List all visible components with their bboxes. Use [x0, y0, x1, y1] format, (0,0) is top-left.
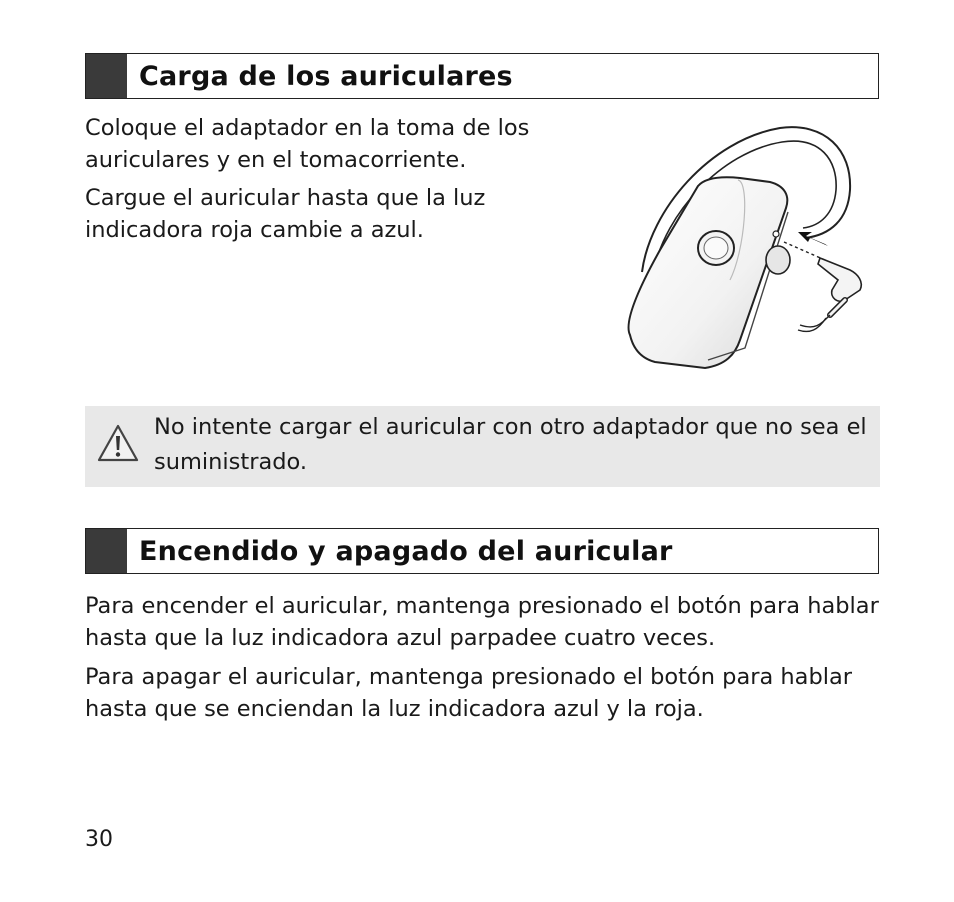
warning-triangle-icon — [96, 422, 140, 466]
page-number: 30 — [85, 827, 113, 852]
paragraph-power-on: Para encender el auricular, mantenga presionado el botón para hablar hasta que la luz indicadora azul parpadee cuatro veces. — [85, 593, 879, 651]
header-marker-block — [86, 54, 127, 98]
section-header-power — [85, 528, 879, 574]
headset-charging-icon — [620, 120, 880, 380]
header-marker-block — [86, 529, 127, 573]
paragraph-charging-2: Cargue el auricular hasta que la luz indicadora roja cambie a azul. — [85, 185, 486, 243]
section-header-charging — [85, 53, 879, 99]
section-title-charging: Carga de los auriculares — [139, 60, 513, 92]
warning-note-text: No intente cargar el auricular con otro adaptador que no sea el suministrado. — [154, 414, 867, 475]
paragraph-charging-1: Coloque el adaptador en la toma de los auriculares y en el tomacorriente. — [85, 115, 530, 173]
warning-note — [85, 406, 880, 487]
paragraph-power-off: Para apagar el auricular, mantenga presionado el botón para hablar hasta que se enciendan la luz indicadora azul y la roja. — [85, 664, 853, 722]
section-title-power: Encendido y apagado del auricular — [139, 535, 673, 567]
